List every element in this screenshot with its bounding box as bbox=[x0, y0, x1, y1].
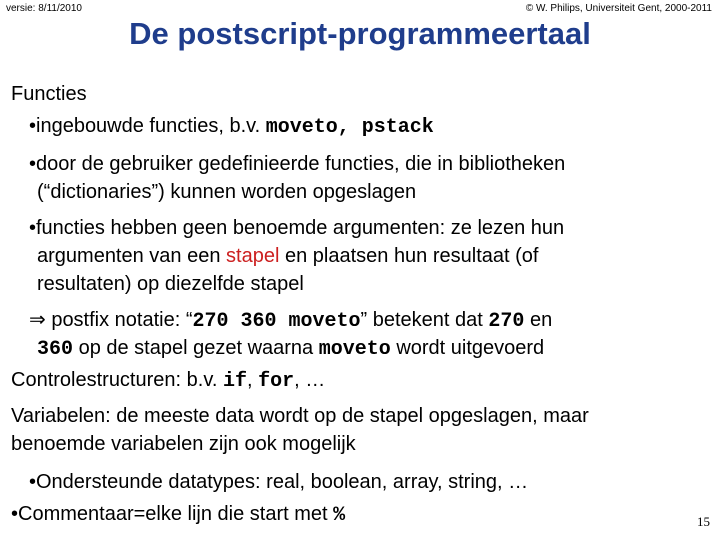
copyright-notice: © W. Philips, Universiteit Gent, 2000-2011 bbox=[525, 3, 712, 14]
text-fragment: , bbox=[246, 369, 259, 391]
code-fragment: % bbox=[333, 504, 346, 527]
text-fragment: (“dictionaries”) kunnen worden opgeslagen bbox=[37, 181, 417, 203]
bullet-builtin-functions bbox=[29, 114, 434, 140]
text-fragment: •door de gebruiker gedefinieerde functies, die in bibliotheken bbox=[29, 153, 566, 175]
text-fragment: Controlestructuren: b.v. bbox=[11, 369, 223, 391]
bullet-datatypes bbox=[29, 470, 528, 494]
slide-title: De postscript-programmeertaal bbox=[129, 16, 591, 51]
version-date: versie: 8/11/2010 bbox=[6, 3, 82, 14]
code-fragment: moveto bbox=[318, 338, 391, 361]
text-fragment: •ingebouwde functies, b.v. bbox=[29, 115, 266, 137]
code-fragment: moveto, pstack bbox=[265, 116, 434, 139]
text-fragment: , … bbox=[294, 369, 326, 391]
text-fragment: argumenten van een bbox=[37, 245, 227, 267]
code-fragment: 270 bbox=[488, 310, 525, 333]
text-fragment: ⇒ postfix notatie: “ bbox=[29, 309, 193, 331]
bullet-no-named-arguments bbox=[29, 216, 564, 240]
text-fragment: benoemde variabelen zijn ook mogelijk bbox=[11, 433, 356, 455]
code-fragment: 360 bbox=[37, 338, 74, 361]
text-fragment: wordt uitgevoerd bbox=[390, 337, 545, 359]
text-fragment: •Commentaar=elke lijn die start met bbox=[11, 503, 334, 525]
text-fragment: Functies bbox=[11, 83, 87, 105]
bullet-no-named-arguments-cont1 bbox=[37, 244, 538, 268]
postfix-notation-cont bbox=[37, 336, 544, 362]
code-fragment: 270 360 moveto bbox=[192, 310, 361, 333]
code-fragment: for bbox=[258, 370, 295, 393]
text-fragment: •functies hebben geen benoemde argumenten: ze lezen hun bbox=[29, 217, 565, 239]
heading-functies bbox=[11, 82, 87, 106]
text-fragment: en plaatsen hun resultaat (of bbox=[279, 245, 539, 267]
page-number: 15 bbox=[697, 514, 710, 529]
bullet-commentaar bbox=[11, 502, 345, 528]
bullet-user-functions-cont bbox=[37, 180, 416, 204]
highlighted-term: stapel bbox=[226, 245, 280, 267]
code-fragment: if bbox=[222, 370, 247, 393]
bullet-user-functions bbox=[29, 152, 565, 176]
text-fragment: ” betekent dat bbox=[360, 309, 489, 331]
text-fragment: resultaten) op diezelfde stapel bbox=[37, 273, 304, 295]
heading-controlestructuren bbox=[11, 368, 325, 394]
postfix-notation bbox=[29, 308, 552, 334]
text-fragment: Variabelen: de meeste data wordt op de stapel opgeslagen, maar bbox=[11, 405, 589, 427]
heading-variabelen-cont bbox=[11, 432, 356, 456]
text-fragment: en bbox=[524, 309, 553, 331]
heading-variabelen bbox=[11, 404, 589, 428]
text-fragment: op de stapel gezet waarna bbox=[73, 337, 319, 359]
text-fragment: •Ondersteunde datatypes: real, boolean, array, string, … bbox=[29, 471, 529, 493]
bullet-no-named-arguments-cont2 bbox=[37, 272, 304, 296]
